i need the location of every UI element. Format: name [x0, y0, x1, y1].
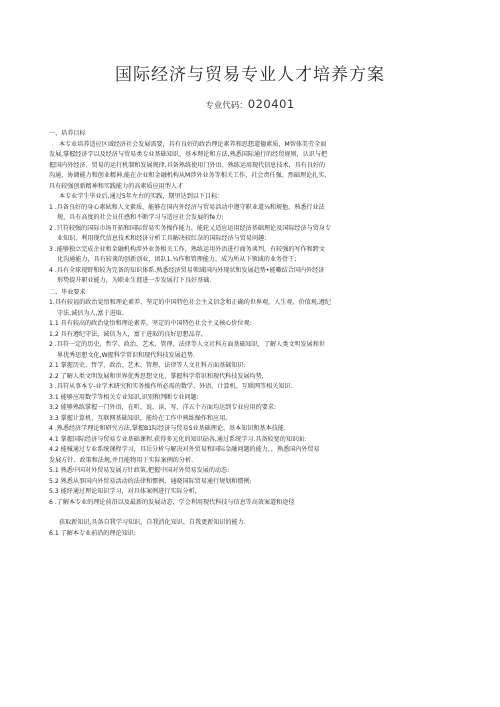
list-item: 5.2 熟悉从事国内外贸易活动的法律和惯例，通晓国际贸易通行规划和惯例:	[49, 477, 252, 485]
list-item: 2.1 掌握历史、哲学、政治、艺术、管理、法律等人文社科方面基础知识:	[49, 362, 246, 369]
paragraph-line: 具有较强创新精神和实践能力的高素质应用型人才	[49, 182, 184, 190]
list-item-cont: 化沟通能力，具有较谈的创新创业、团队1.¾作和管理能力，成为所从下领域的业务骨干;	[57, 256, 297, 263]
paragraph-line: 本专业培养适应区域经济社会发展需要，具有良好的政治理论素养和思想道德素质，M智体美劳全面	[59, 140, 327, 148]
list-item: 2.2 了解人类文明发展和世界优秀思想文化，掌握科学常识和现代科技发展均势,	[49, 372, 264, 380]
list-item: 2 .只符较强的国际市场开拓和国际贸易实务操作能力，能轮乂适应运用经济基础理论及国际经济与贸身专	[49, 224, 331, 232]
list-item: 3.3 掌握计算机、互联网基础知识，能纷在工作中熟练操作和应用,	[49, 414, 228, 422]
list-item: 4 .具有全球视野和较为完备的知识体系.熟悉经济贸易领域国内外现状和发展趋势•能嗽结合国内外经济	[49, 266, 325, 274]
list-item: 1.具有较福的政治觉悟和理论素养、坚定的中国特色社会主义信念和正确的世界观、人生观、价值观,遵纪	[49, 299, 331, 306]
list-item: 3 .能够独立完成企业和金融机构涉外业务相关工作，熟练运用外语进行商务谈判，有较强的写作和跨文	[49, 245, 325, 253]
list-item: 5.3 能纾通过理论知识学习，对具体案例进行实际分析,	[49, 488, 197, 495]
list-item: 5.1 熟悉中国对外贸易发展方针政策,把握中国对外贸易发展的动态:	[49, 467, 230, 474]
major-code-value: 020401	[247, 97, 295, 111]
list-item-cont: 守法,诚信为人,富于进取.	[57, 309, 124, 317]
paragraph-line: 获取新知识,具备自我学习知识、自我消化知识、自我更新知识的能力.	[59, 519, 246, 526]
list-item: 1.1 具有较高的政治觉悟和理论素养，坚定的中国特色社会主义核心价位观:	[49, 320, 252, 327]
section-heading-requirements: 二、毕业要求	[49, 288, 86, 296]
list-item-cont: 发展方针、政策和法规,并且能物用于实际案例的分析.	[49, 456, 194, 464]
list-item-cont: 规，具有高度的社会员任感和不断学习与适应社会发展的fe力:	[57, 214, 224, 221]
list-item: 4.2 能械通过专业系统课程学习，具岳分析与解决对外贸易和国际金融问题的能力，，熟悉国内外贸易	[49, 446, 320, 453]
section-heading-goals: 一、培养目标	[49, 130, 86, 137]
paragraph-line: 沟通、协调能力和创业精神,能在企业和金融机构从M涉外业务等相关工作，社会责任强、然础理论扎实、	[49, 172, 331, 179]
list-item: 3.1 能够应用数学等相关专业知识,识别和判断专业问题:	[49, 393, 199, 401]
paragraph-line: 握国内外经济、贸易的运行机制和发展规律,具备熟练使用门外语、熟练运用现代信息技术，具有良好的	[49, 161, 326, 169]
paragraph-line: 发展,掌握经济学以及经济与贸易类专业基础知识、基本理论和方法,熟悉国际通行的经贸规则，认识与把	[49, 151, 328, 158]
list-item: 1 .具备良好的身心素轼和人文素质，能够在国内外经济与贸易活动中遵守职业道⅛和规他，熟悉行业法	[49, 203, 325, 211]
blank-line	[49, 508, 453, 518]
list-item: 3 .具符从事本专-业学术研究和实务操作所必需的数学、外语、计算机、互联网等相关知识.	[49, 383, 293, 390]
list-item: 3.2 能够熟练掌握一门外语，在听、说、读、写、洋五个方面均达到专业应用的要求:	[49, 404, 276, 411]
list-item: 4 .熟悉经济学理论和研究方法,掌握B1际经济与贸易S业基础理论、基本知识和基本技能.	[49, 425, 286, 432]
list-item-cont: 业知识、利用现代信息技术和经济分析工具解决较红杂的国际经济与贸易问趣:	[57, 235, 267, 242]
major-code-label: 专业代码：	[205, 101, 248, 111]
list-item-cont: 界优秀思想文化,W握科学常识和现代科技发展趋势.	[57, 351, 195, 359]
page-title: 国际经济与贸易专业人才培养方案	[115, 65, 385, 85]
document-body	[49, 128, 453, 539]
list-item: 6 .了解本专业的理论前沿以及最新的发展动态，学会利用现代科技与信息等高效案道和途径	[49, 498, 295, 506]
list-item: 1.2 具有遵纪守法，诚信为人，富于进取的良好思想品存,	[49, 330, 203, 338]
list-item: 2 .具符一定的历史、哲学、政治、艺术、管理、法律等人文社科方面基础知识，了解人类文明发展和世	[49, 341, 325, 348]
list-item-cont: 形势提升职业能力，为职业生涯进一步发展打下良好基础.	[57, 277, 212, 284]
major-code	[0, 97, 500, 111]
list-item: 4.1 掌握国际经济与贸易专业基础课程,获得多元化的知识砧各,通过系统学习.具备较宽的知识面:	[49, 435, 307, 443]
paragraph-line: 本专业学生毕业后,通过5年左右的实践，期里达到以下目标：	[59, 193, 224, 200]
list-item: 6.1 了解本专业前沿的理论知识:	[49, 529, 136, 537]
